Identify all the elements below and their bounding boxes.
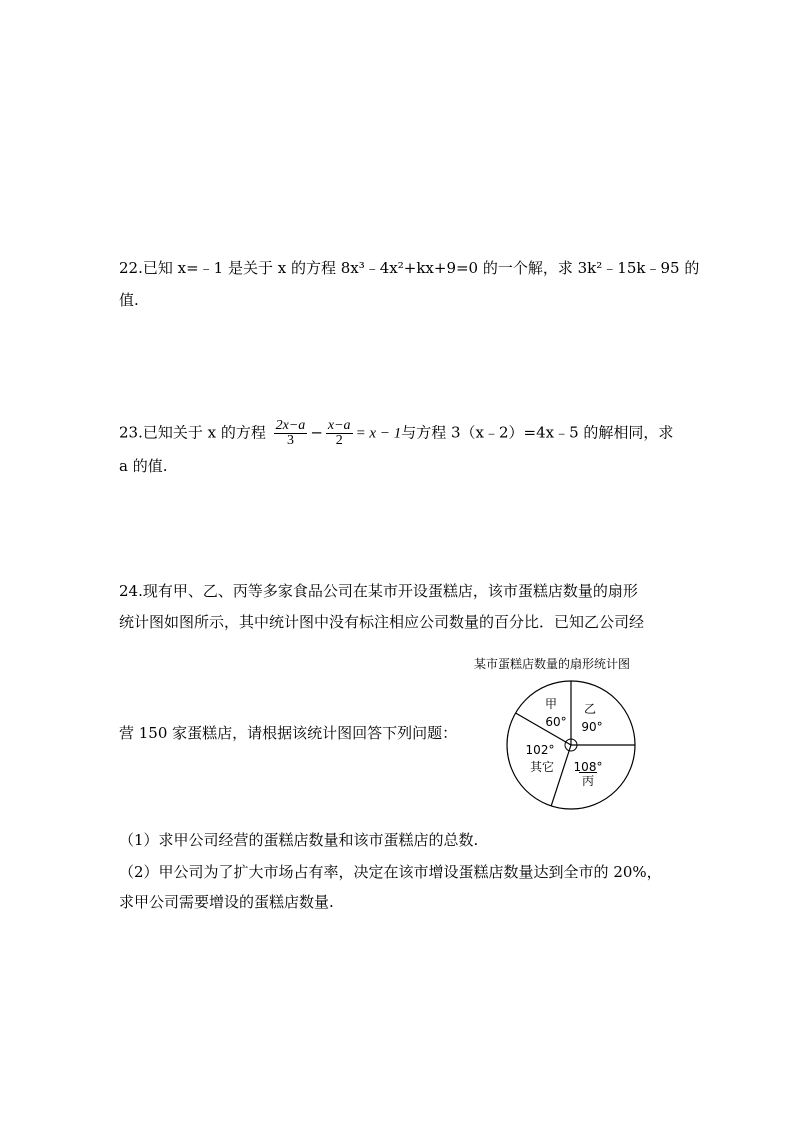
q24-sub1: （1）求甲公司经营的蛋糕店数量和该市蛋糕店的总数. (119, 831, 479, 849)
slice-label-jia-name: 甲 (544, 697, 558, 711)
slice-label-bing-name: 丙 (581, 774, 595, 788)
q23-minus: − (310, 423, 323, 442)
slice-label-jia-angle: 60° (545, 715, 567, 729)
slice-label-other-name: 其它 (529, 760, 555, 774)
q23-frac1-denominator: 3 (286, 433, 294, 448)
slice-label-yi-name: 乙 (583, 702, 597, 716)
bing-underline (579, 772, 597, 773)
slice-label-other-angle: 102° (525, 743, 555, 757)
q24-sub2-line1: （2）甲公司为了扩大市场占有率，决定在该市增设蛋糕店数量达到全市的 20%， (119, 863, 662, 881)
q23-fraction-1 (274, 419, 308, 448)
q24-line2: 统计图如图所示，其中统计图中没有标注相应公司数量的百分比．已知乙公司经 (119, 613, 645, 631)
q23-rhs: = x − 1 (355, 425, 402, 442)
q24-sub2-line2: 求甲公司需要增设的蛋糕店数量. (119, 893, 334, 911)
q24-line3: 营 150 家蛋糕店，请根据该统计图回答下列问题： (119, 724, 458, 742)
q22-line1: 22.已知 x=﹣1 是关于 x 的方程 8x³﹣4x²+kx+9=0 的一个解，求 3k²﹣15k﹣95 的 (119, 259, 700, 277)
slice-label-bing-angle: 108° (573, 760, 603, 774)
slice-label-yi-angle: 90° (581, 720, 603, 734)
q23-fraction-2 (326, 419, 353, 448)
pie-chart (502, 675, 642, 815)
q23-suffix: 与方程 3（x﹣2）=4x﹣5 的解相同，求 (401, 423, 674, 442)
q23-line2: a 的值. (119, 457, 168, 475)
q23-frac2-numerator: x−a (327, 418, 351, 433)
q23-frac1-numerator: 2x−a (275, 418, 306, 433)
q22-line2: 值. (119, 291, 139, 309)
chart-title: 某市蛋糕店数量的扇形统计图 (474, 657, 631, 671)
q23-line1 (119, 419, 673, 448)
q24-line1: 24.现有甲、乙、丙等多家食品公司在某市开设蛋糕店，该市蛋糕店数量的扇形 (119, 582, 638, 600)
q23-frac2-denominator: 2 (335, 433, 343, 448)
q23-prefix: 23.已知关于 x 的方程 (119, 423, 266, 442)
